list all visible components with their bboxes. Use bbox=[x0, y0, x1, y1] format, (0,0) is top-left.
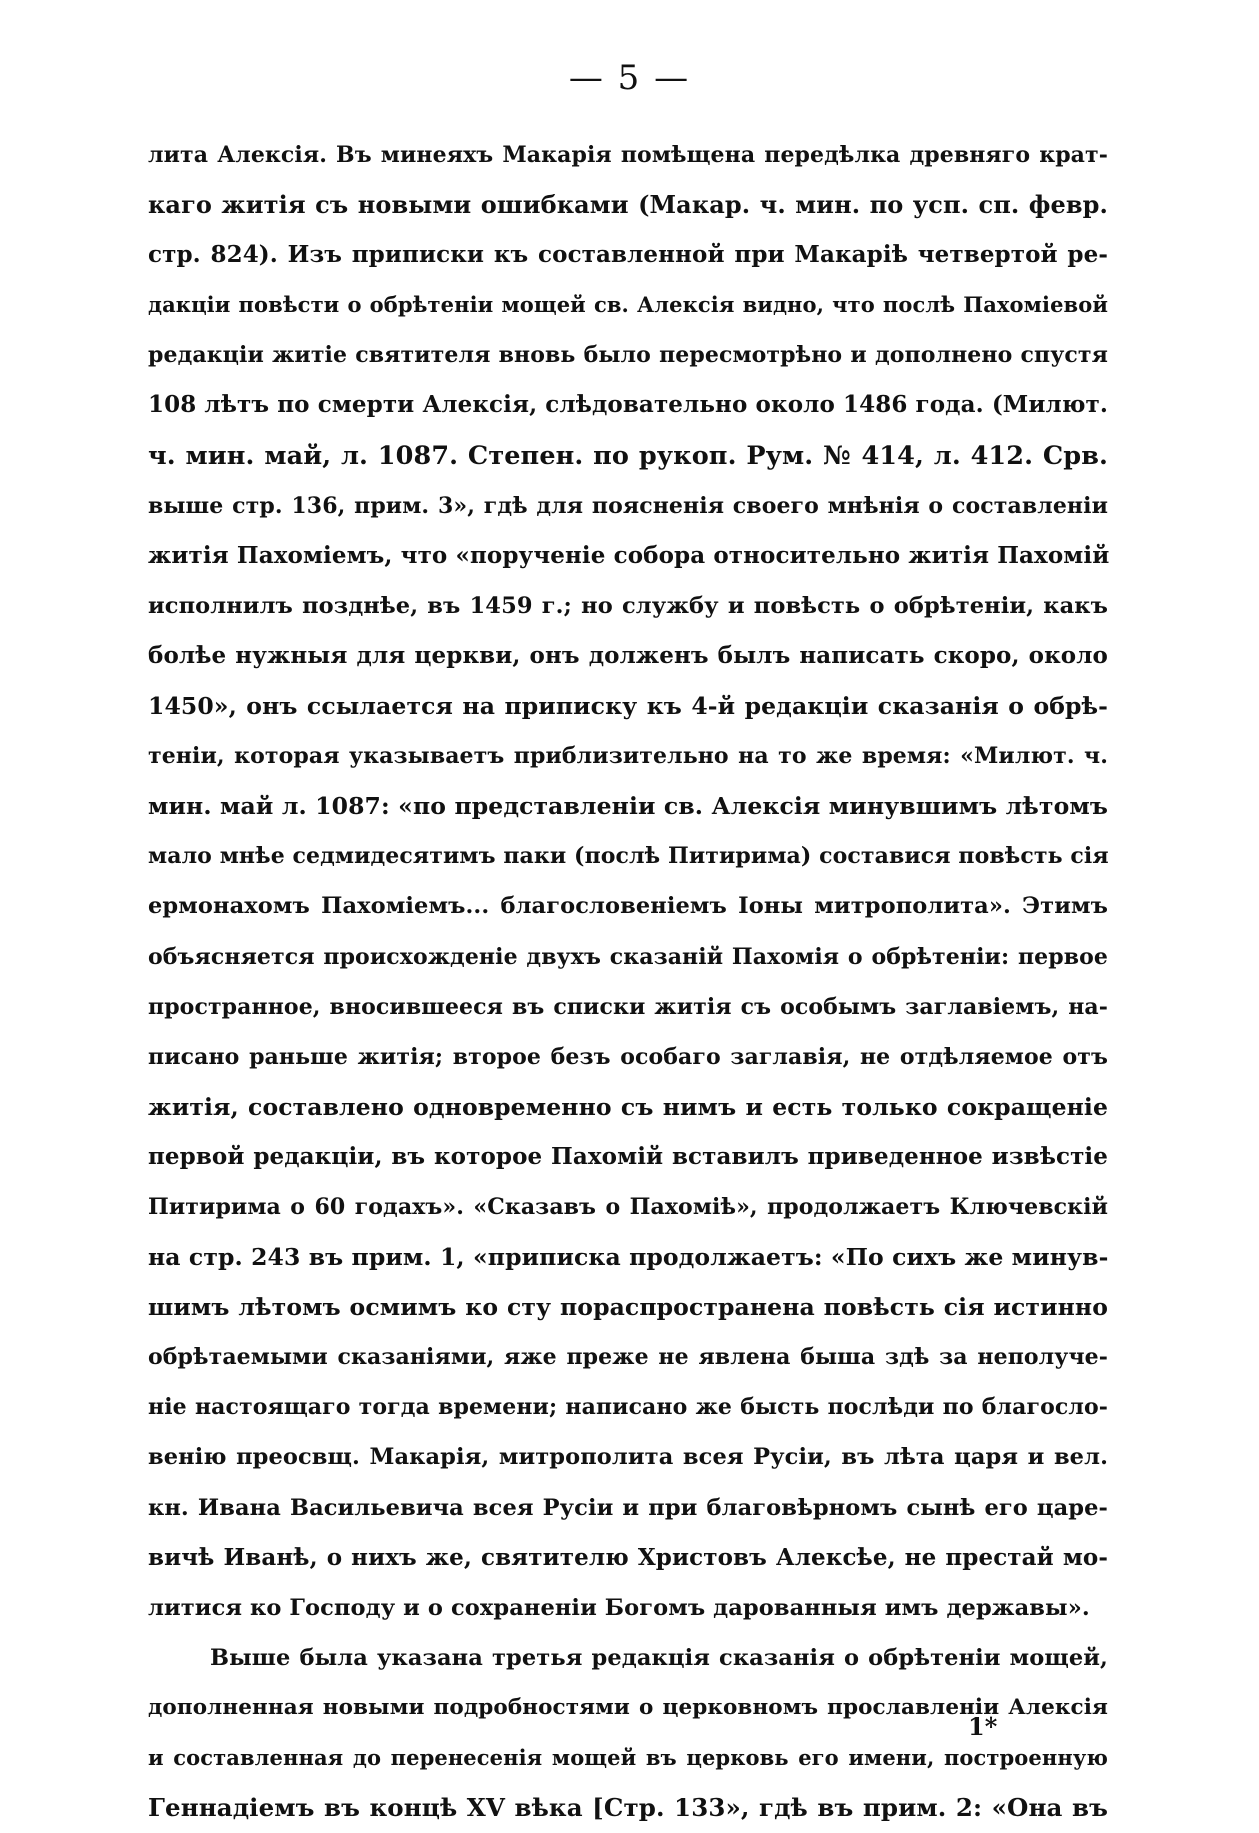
text-line: ч. мин. май, л. 1087. Степен. по рукоп. Рум. № 414, л. 412. Срв. bbox=[148, 440, 1108, 471]
text-line: объясняется происхожденіе двухъ сказаній Пахомія о обрѣтеніи: первое bbox=[148, 943, 1108, 970]
text-line: Геннадіемъ въ концѣ XV вѣка [Стр. 133», гдѣ въ прим. 2: «Она въ bbox=[148, 1793, 1108, 1823]
text-line: 1450», онъ ссылается на приписку къ 4-й редакціи сказанія о обрѣ- bbox=[148, 692, 1108, 721]
text-line: житія Пахоміемъ, что «порученіе собора относительно житія Пахомій bbox=[148, 541, 1110, 569]
text-line: ніе настоящаго тогда времени; написано же бысть послѣди по благосло- bbox=[148, 1394, 1108, 1421]
text-line: Питирима о 60 годахъ». «Сказавъ о Пахоміѣ», продолжаетъ Ключевскій bbox=[148, 1193, 1108, 1220]
page-number-header: — 5 — bbox=[568, 58, 691, 98]
text-line: исполнилъ позднѣе, въ 1459 г.; но службу и повѣсть о обрѣтеніи, какъ bbox=[148, 592, 1108, 619]
text-line: житія, составлено одновременно съ нимъ и есть только сокращеніе bbox=[148, 1092, 1108, 1121]
text-line: мало мнѣе седмидесятимъ паки (послѣ Питирима) составися повѣсть сія bbox=[148, 843, 1109, 870]
text-line: выше стр. 136, прим. 3», гдѣ для поясненія своего мнѣнія о составленіи bbox=[148, 492, 1108, 519]
text-line: пространное, вносившееся въ списки житія съ особымъ заглавіемъ, на- bbox=[148, 993, 1108, 1020]
text-line: редакціи житіе святителя вновь было пересмотрѣно и дополнено спустя bbox=[148, 342, 1108, 369]
text-line: каго житія съ новыми ошибками (Макар. ч. мин. по усп. сп. февр. bbox=[148, 190, 1108, 220]
text-line: дополненная новыми подробностями о церковномъ прославленіи Алексія bbox=[148, 1694, 1108, 1720]
signature-mark: 1* bbox=[968, 1712, 998, 1741]
text-line: литися ко Господу и о сохраненіи Богомъ дарованныя имъ державы». bbox=[148, 1594, 1090, 1621]
text-line: 108 лѣтъ по смерти Алексія, слѣдовательно около 1486 года. (Милют. bbox=[148, 391, 1108, 419]
text-line: стр. 824). Изъ приписки къ составленной при Макаріѣ четвертой ре- bbox=[148, 241, 1108, 269]
text-line: обрѣтаемыми сказаніями, яже преже не явлена быша здѣ за неполуче- bbox=[148, 1344, 1108, 1371]
text-line: вичѣ Иванѣ, о нихъ же, святителю Христовъ Алексѣе, не престай мо- bbox=[148, 1543, 1108, 1571]
text-line: дакціи повѣсти о обрѣтеніи мощей св. Алексія видно, что послѣ Пахоміевой bbox=[148, 292, 1108, 318]
text-line: теніи, которая указываетъ приблизительно на то же время: «Милют. ч. bbox=[148, 743, 1108, 770]
text-line: шимъ лѣтомъ осмимъ ко сту пораспространена повѣсть сія истинно bbox=[148, 1293, 1108, 1322]
text-line: ермонахомъ Пахоміемъ... благословеніемъ Іоны митрополита». Этимъ bbox=[148, 893, 1108, 920]
text-line: кн. Ивана Васильевича всея Русіи и при благовѣрномъ сынѣ его царе- bbox=[148, 1494, 1108, 1521]
text-line: лита Алексія. Въ минеяхъ Макарія помѣщена передѣлка древняго крат- bbox=[148, 142, 1108, 168]
body-text bbox=[148, 130, 1108, 1833]
text-line: писано раньше житія; второе безъ особаго заглавія, не отдѣляемое отъ bbox=[148, 1043, 1108, 1070]
text-line: на стр. 243 въ прим. 1, «приписка продолжаетъ: «По сихъ же минув- bbox=[148, 1243, 1109, 1272]
text-line: первой редакціи, въ которое Пахомій вставилъ приведенное извѣстіе bbox=[148, 1142, 1108, 1170]
text-line: болѣе нужныя для церкви, онъ долженъ былъ написать скоро, около bbox=[148, 641, 1108, 669]
text-line: Выше была указана третья редакція сказанія о обрѣтеніи мощей, bbox=[210, 1644, 1108, 1671]
text-line: и составленная до перенесенія мощей въ церковь его имени, построенную bbox=[148, 1745, 1108, 1770]
text-line: мин. май л. 1087: «по представленіи св. Алексія минувшимъ лѣтомъ bbox=[148, 792, 1108, 821]
text-line: венію преосвщ. Макарія, митрополита всея Русіи, въ лѣта царя и вел. bbox=[148, 1444, 1108, 1471]
